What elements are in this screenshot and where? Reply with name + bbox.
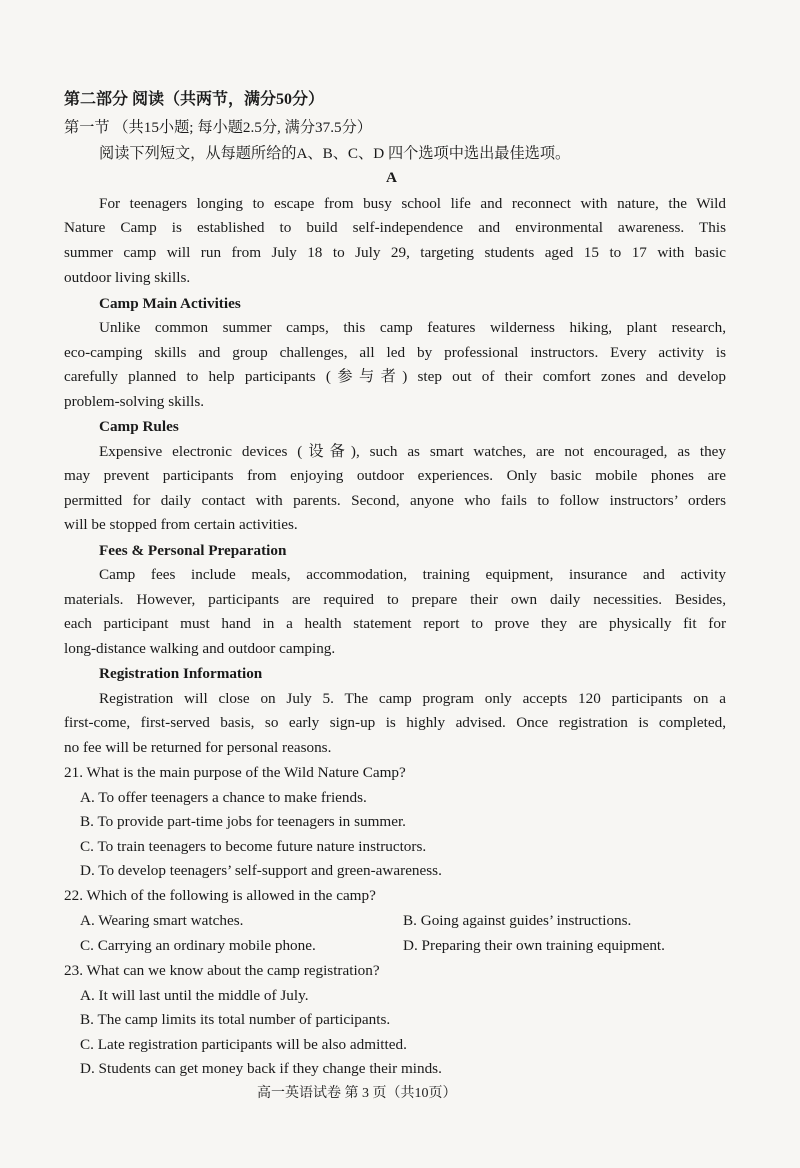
rules-line-4: will be stopped from certain activities.: [64, 516, 298, 533]
intro-line-2: Nature Camp is established to build self-independence and environmental awareness. This: [64, 219, 726, 236]
intro-line-1: For teenagers longing to escape from busy school life and reconnect with nature, the Wild: [99, 195, 726, 212]
question-21-option-d[interactable]: D. To develop teenagers’ self-support and green-awareness.: [80, 862, 442, 879]
passage-letter: A: [386, 169, 397, 186]
question-22-option-a[interactable]: A. Wearing smart watches.: [80, 912, 244, 929]
intro-line-4: outdoor living skills.: [64, 269, 191, 286]
question-21-option-c[interactable]: C. To train teenagers to become future nature instructors.: [80, 838, 427, 855]
intro-line-3: summer camp will run from July 18 to July 29, targeting students aged 15 to 17 with basic: [64, 244, 726, 261]
page-footer: 高一英语试卷 第 3 页（共10页）: [257, 1086, 457, 1101]
registration-line-3: no fee will be returned for personal reasons.: [64, 739, 332, 756]
activities-line-3: carefully planned to help participants (参与者) step out of their comfort zones and develop: [64, 368, 726, 385]
activities-line-4: problem-solving skills.: [64, 393, 205, 410]
question-23-option-b[interactable]: B. The camp limits its total number of participants.: [80, 1011, 391, 1028]
activities-heading: Camp Main Activities: [99, 295, 241, 312]
question-23-option-a[interactable]: A. It will last until the middle of July.: [80, 987, 309, 1004]
activities-line-1: Unlike common summer camps, this camp features wilderness hiking, plant research,: [99, 319, 726, 336]
fees-heading: Fees & Personal Preparation: [99, 542, 287, 559]
rules-heading: Camp Rules: [99, 418, 179, 435]
question-22-stem: 22. Which of the following is allowed in the camp?: [64, 887, 376, 904]
fees-line-3: each participant must hand in a health statement report to prove they are physically fit for: [64, 615, 726, 632]
question-21-option-b[interactable]: B. To provide part-time jobs for teenagers in summer.: [80, 813, 406, 830]
question-23-option-d[interactable]: D. Students can get money back if they change their minds.: [80, 1060, 442, 1077]
fees-line-1: Camp fees include meals, accommodation, training equipment, insurance and activity: [99, 566, 726, 583]
question-22-option-c[interactable]: C. Carrying an ordinary mobile phone.: [80, 937, 316, 954]
question-23-stem: 23. What can we know about the camp registration?: [64, 962, 380, 979]
instruction-text: 阅读下列短文，从每题所给的A、B、C、D 四个选项中选出最佳选项。: [99, 145, 571, 162]
question-21-stem: 21. What is the main purpose of the Wild Nature Camp?: [64, 764, 406, 781]
fees-line-4: long-distance walking and outdoor camping.: [64, 640, 336, 657]
question-21-option-a[interactable]: A. To offer teenagers a chance to make friends.: [80, 789, 367, 806]
registration-line-1: Registration will close on July 5. The camp program only accepts 120 participants on a: [99, 690, 726, 707]
question-22-option-d[interactable]: D. Preparing their own training equipment.: [403, 937, 665, 954]
activities-line-2: eco-camping skills and group challenges, all led by professional instructors. Every activity is: [64, 344, 726, 361]
rules-line-3: permitted for daily contact with parents. Second, anyone who fails to follow instructors’ orders: [64, 492, 726, 509]
fees-line-2: materials. However, participants are required to prepare their own daily necessities. Besides,: [64, 591, 726, 608]
section-heading: 第一节 （共15小题; 每小题2.5分, 满分37.5分）: [64, 119, 372, 136]
part-heading: 第二部分 阅读（共两节，满分50分）: [64, 91, 325, 108]
rules-line-2: may prevent participants from enjoying outdoor experiences. Only basic mobile phones are: [64, 467, 726, 484]
question-23-option-c[interactable]: C. Late registration participants will be also admitted.: [80, 1036, 407, 1053]
rules-line-1: Expensive electronic devices (设备), such as smart watches, are not encouraged, as they: [99, 443, 726, 460]
registration-line-2: first-come, first-served basis, so early sign-up is highly advised. Once registration is completed,: [64, 714, 726, 731]
registration-heading: Registration Information: [99, 665, 263, 682]
question-22-option-b[interactable]: B. Going against guides’ instructions.: [403, 912, 632, 929]
